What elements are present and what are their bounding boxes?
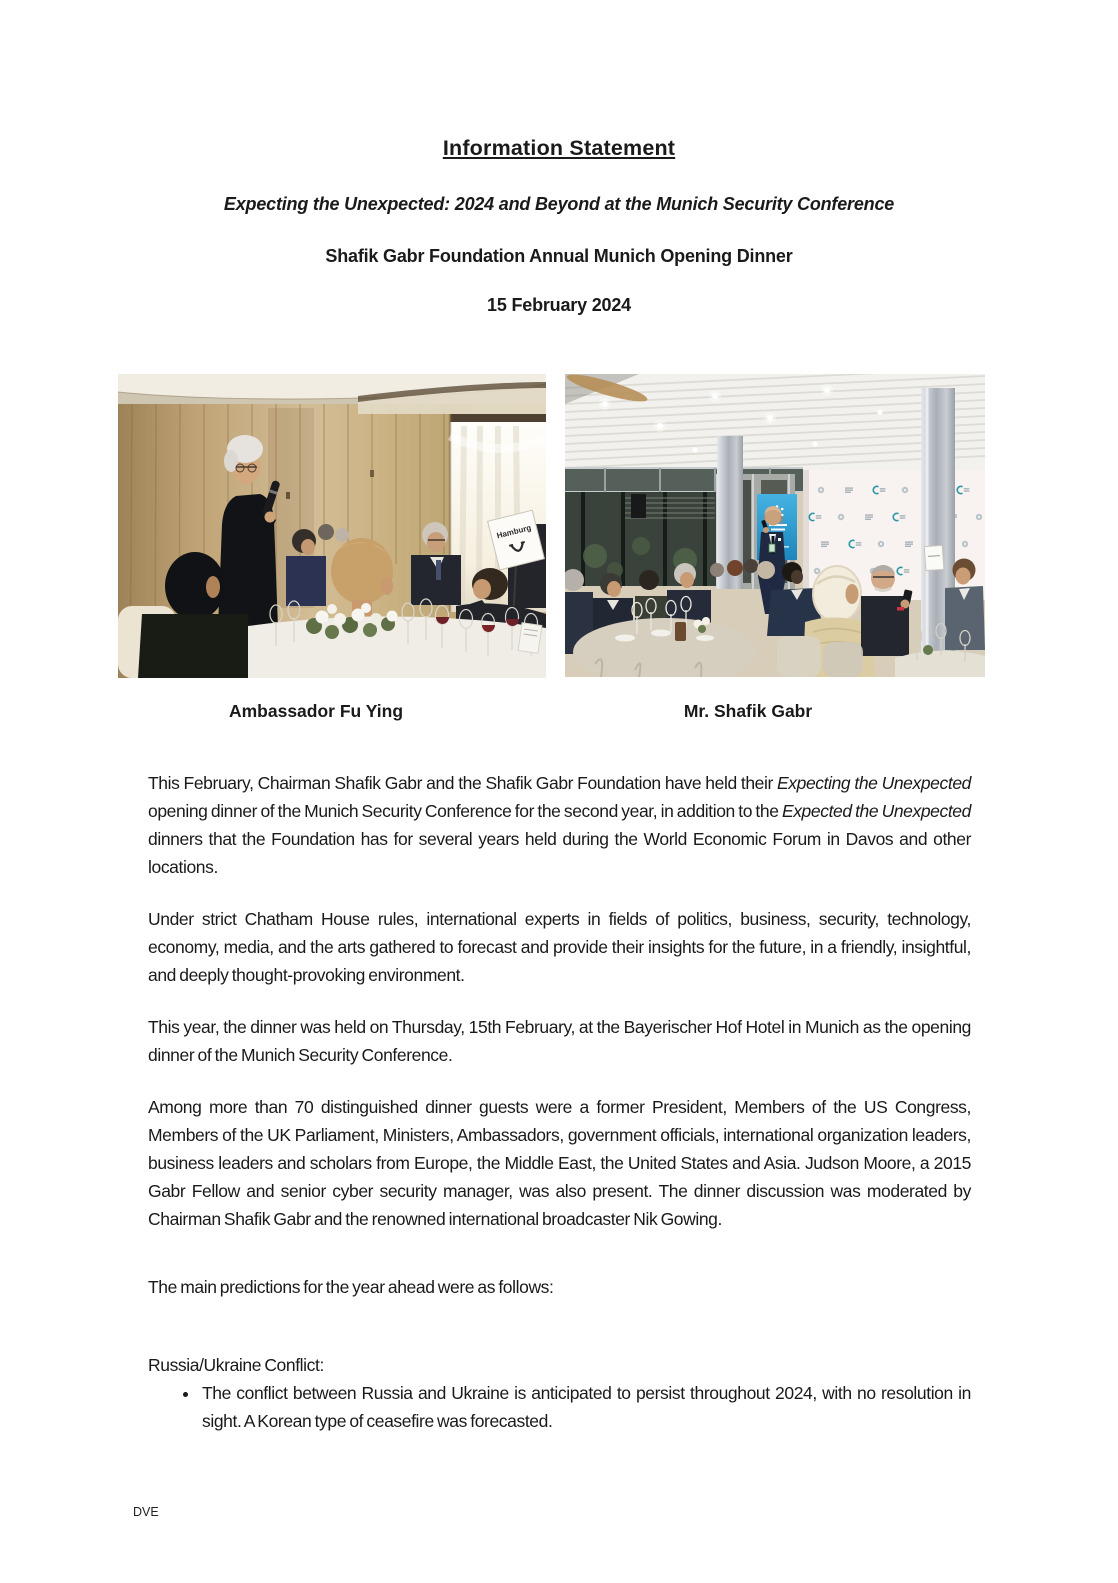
predictions-lead-in: The main predictions for the year ahead were as follows: [148, 1277, 554, 1297]
document-body [148, 769, 971, 1435]
paragraph-guests: Among more than 70 distinguished dinner guests were a former President, Members of the US Congress, Members of the UK Parliament, Ministers, Ambassadors, government officials, international organization leaders, business leaders and scholars from Europe, the Middle East, the United States and Asia. Judson Moore, a 2015 Gabr Fellow and senior cyber security manager, was also present. The dinner discussion was moderated by Chairman Shafik Gabr and the renowned international broadcaster Nik Gowing. [148, 1097, 971, 1229]
foundation-line: Shafik Gabr Foundation Annual Munich Opening Dinner [325, 246, 793, 266]
wall-speaker [631, 494, 646, 518]
paragraph-intro [148, 769, 971, 881]
photo-fu-ying [118, 374, 546, 678]
paragraph-chatham-house: Under strict Chatham House rules, international experts in fields of politics, business, security, technology, economy, media, and the arts gathered to forecast and provide their insights for the future, in a friendly, insightful, and deeply thought-provoking environment. [148, 909, 971, 985]
caption-shafik-gabr: Mr. Shafik Gabr [683, 701, 813, 721]
caption-fu-ying: Ambassador Fu Ying [228, 701, 404, 721]
table-sign-card [924, 545, 944, 570]
paragraph-intro-italic-1: Expecting the Unexpected [777, 773, 971, 793]
hamburg-sign-text: Hamburg [495, 523, 533, 541]
section-heading-russia-ukraine: Russia/Ukraine Conflict: [148, 1355, 324, 1375]
paragraph-venue: This year, the dinner was held on Thursday, 15th February, at the Bayerischer Hof Hotel in Munich as the opening dinner of the Munich Security Conference. [148, 1017, 971, 1065]
predictions-list [148, 1379, 971, 1435]
shafik-gabr-photo-illustration [565, 374, 985, 677]
event-subtitle: Expecting the Unexpected: 2024 and Beyond at the Munich Security Conference [223, 194, 895, 214]
footer-initials: DVE [133, 1505, 159, 1519]
paragraph-intro-text-2: opening dinner of the Munich Security Conference for the second year, in addition to the [148, 801, 782, 821]
page-title: Information Statement [442, 136, 676, 160]
fu-ying-photo-illustration [118, 374, 546, 678]
paragraph-intro-italic-2: Expected the Unexpected [781, 801, 971, 821]
date-line: 15 February 2024 [487, 295, 631, 315]
photo-shafik-gabr [565, 374, 985, 677]
paragraph-intro-text-3: dinners that the Foundation has for several years held during the World Economic Forum in Davos and other locations. [148, 829, 971, 877]
prediction-bullet: • The conflict between Russia and Ukraine is anticipated to persist throughout 2024, with no resolution in sight. A Korean type of ceasefire was forecasted. [200, 1379, 971, 1435]
paragraph-intro-text-1: This February, Chairman Shafik Gabr and the Shafik Gabr Foundation have held their [148, 773, 778, 793]
